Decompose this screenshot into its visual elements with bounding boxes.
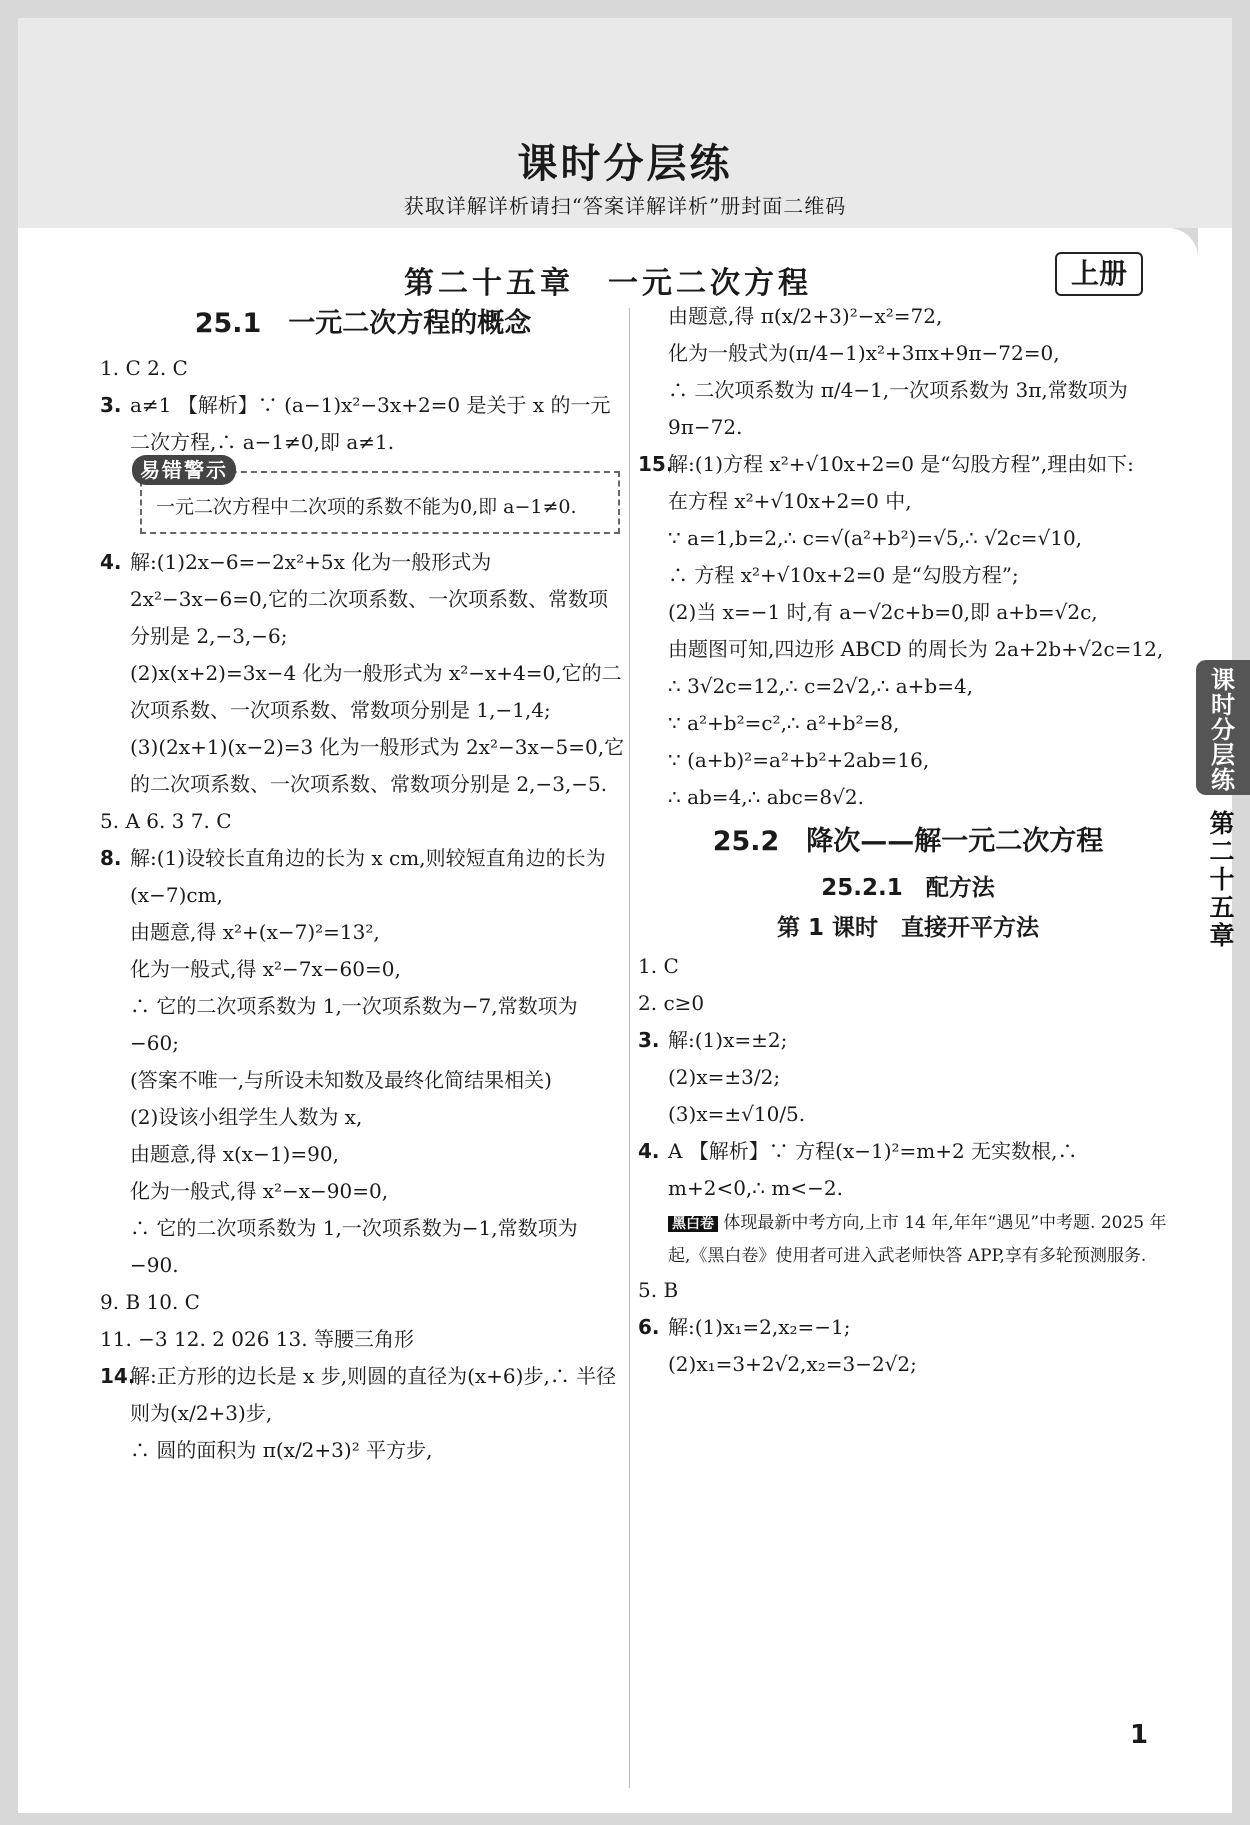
question-number: 15. <box>638 452 674 476</box>
question-number: 4. <box>638 1139 660 1163</box>
question-number: 4. <box>100 550 122 574</box>
promo-tag: 黑白卷 <box>668 1216 718 1232</box>
solution-line: 由题图可知,四边形 ABCD 的周长为 2a+2b+√2c=12, <box>668 637 1164 661</box>
answer-page <box>18 228 1198 1813</box>
side-tab-label <box>1196 660 1250 795</box>
solution-line: (2)x=±3/2; <box>668 1065 781 1089</box>
answer-line: 9. B 10. C <box>100 1290 200 1314</box>
subsection-title: 25.2.1 配方法 <box>821 875 995 901</box>
solution-line: 解:(1)x₁=2,x₂=−1; <box>668 1315 851 1339</box>
answer-line: 1. C 2. C <box>100 356 188 380</box>
banner-subtitle: 获取详解详析请扫“答案详解详析”册封面二维码 <box>403 194 847 218</box>
left-column <box>100 298 626 1469</box>
question-number: 8. <box>100 846 122 870</box>
solution-line: (2)x₁=3+2√2,x₂=3−2√2; <box>668 1352 917 1376</box>
solution-line: 解:(1)x=±2; <box>668 1028 788 1052</box>
promo-text: 体现最新中考方向,上市 14 年,年年“遇见”中考题. 2025 年起,《黑白卷》使用者可进入武老师快答 APP,享有多轮预测服务. <box>668 1213 1167 1266</box>
solution-line: ∴ 圆的面积为 π(x/2+3)² 平方步, <box>130 1438 433 1462</box>
section-title: 25.1 一元二次方程的概念 <box>194 308 532 339</box>
solution-line: ∵ a²+b²=c²,∴ a²+b²=8, <box>668 711 900 735</box>
question-text: (2)x(x+2)=3x−4 化为一般形式为 x²−x+4=0,它的二次项系数、一次项系数、常数项分别是 1,−1,4; <box>130 661 622 722</box>
solution-line: (2)当 x=−1 时,有 a−√2c+b=0,即 a+b=√2c, <box>668 600 1098 624</box>
side-chapter-char: 二 <box>1209 837 1235 866</box>
side-tab-char: 练 <box>1211 766 1235 794</box>
chapter-title: 第二十五章 一元二次方程 <box>404 266 812 301</box>
solution-line: ∴ 方程 x²+√10x+2=0 是“勾股方程”; <box>668 563 1019 587</box>
side-chapter-char: 十 <box>1209 865 1235 894</box>
solution-line: ∴ ab=4,∴ abc=8√2. <box>668 785 864 809</box>
question-number: 3. <box>100 393 122 417</box>
side-chapter-char: 第 <box>1209 809 1235 838</box>
warning-box <box>140 458 620 534</box>
question-number: 6. <box>638 1315 660 1339</box>
solution-line: ∵ a=1,b=2,∴ c=√(a²+b²)=√5,∴ √2c=√10, <box>668 526 1083 550</box>
right-margin <box>1198 228 1232 1813</box>
answer-line: 1. C <box>638 954 679 978</box>
banner-title: 课时分层练 <box>517 141 733 187</box>
solution-line: 化为一般式,得 x²−x−90=0, <box>130 1179 389 1203</box>
solution-line: 由题意,得 π(x/2+3)²−x²=72, <box>668 304 943 328</box>
question-6 <box>638 1309 1178 1383</box>
section-title: 25.2 降次——解一元二次方程 <box>712 826 1104 857</box>
solution-line: ∴ 二次项系数为 π/4−1,一次项系数为 3π,常数项为 9π−72. <box>668 378 1128 439</box>
volume-badge: 上册 <box>1055 252 1143 296</box>
question-text: A 【解析】∵ 方程(x−1)²=m+2 无实数根,∴ m+2<0,∴ m<−2. <box>668 1139 1078 1200</box>
solution-line: (2)设该小组学生人数为 x, <box>130 1105 363 1129</box>
side-tab-char: 课 <box>1211 666 1235 694</box>
question-text: 解:(1)2x−6=−2x²+5x 化为一般形式为 2x²−3x−6=0,它的二次项系数、一次项系数、常数项分别是 2,−3,−6; <box>130 550 609 648</box>
solution-line: 解:(1)设较长直角边的长为 x cm,则较短直角边的长为(x−7)cm, <box>130 846 606 907</box>
question-text: (3)(2x+1)(x−2)=3 化为一般形式为 2x²−3x−5=0,它的二次项系数、一次项系数、常数项分别是 2,−3,−5. <box>130 735 625 796</box>
column-divider <box>629 308 630 1788</box>
question-number: 14. <box>100 1364 136 1388</box>
answer-line: 11. −3 12. 2 026 13. 等腰三角形 <box>100 1327 414 1351</box>
question-number: 3. <box>638 1028 660 1052</box>
question-text: a≠1 【解析】∵ (a−1)x²−3x+2=0 是关于 x 的一元二次方程,∴ a−1≠0,即 a≠1. <box>130 393 611 454</box>
promo-note <box>638 1207 1178 1272</box>
solution-line: ∴ 它的二次项系数为 1,一次项系数为−7,常数项为−60; <box>130 994 578 1055</box>
solution-line: 由题意,得 x²+(x−7)²=13², <box>130 920 380 944</box>
solution-line: (答案不唯一,与所设未知数及最终化简结果相关) <box>130 1068 552 1092</box>
question-14 <box>100 1358 626 1469</box>
answer-line: 5. A 6. 3 7. C <box>100 809 232 833</box>
question-4 <box>100 544 626 803</box>
question-3 <box>638 1022 1178 1133</box>
solution-line: 在方程 x²+√10x+2=0 中, <box>668 489 912 513</box>
page-number: 1 <box>1130 1720 1149 1750</box>
solution-line: (3)x=±√10/5. <box>668 1102 806 1126</box>
solution-line: 化为一般式,得 x²−7x−60=0, <box>130 957 401 981</box>
side-chapter-char: 五 <box>1209 893 1235 922</box>
right-column <box>638 298 1178 1383</box>
side-chapter-char: 章 <box>1209 921 1235 950</box>
answer-line: 2. c≥0 <box>638 991 705 1015</box>
solution-line: ∵ (a+b)²=a²+b²+2ab=16, <box>668 748 930 772</box>
side-tab-char: 时 <box>1211 691 1235 719</box>
solution-line: 解:(1)方程 x²+√10x+2=0 是“勾股方程”,理由如下: <box>668 452 1134 476</box>
warning-tag: 易错警示 <box>132 455 236 485</box>
side-chapter-label <box>1200 810 1244 950</box>
question-4 <box>638 1133 1178 1207</box>
solution-line: 解:正方形的边长是 x 步,则圆的直径为(x+6)步,∴ 半径则为(x/2+3)步, <box>130 1364 617 1425</box>
side-tab-char: 分 <box>1211 716 1235 744</box>
answer-line: 5. B <box>638 1278 679 1302</box>
question-15 <box>638 446 1178 816</box>
question-8 <box>100 840 626 1284</box>
solution-line: 化为一般式为(π/4−1)x²+3πx+9π−72=0, <box>668 341 1060 365</box>
solution-line: 由题意,得 x(x−1)=90, <box>130 1142 339 1166</box>
solution-line: ∴ 3√2c=12,∴ c=2√2,∴ a+b=4, <box>668 674 974 698</box>
lesson-title: 第 1 课时 直接开平方法 <box>776 915 1040 941</box>
side-tab-char: 层 <box>1211 741 1235 769</box>
solution-line: ∴ 它的二次项系数为 1,一次项系数为−1,常数项为−90. <box>130 1216 578 1277</box>
continued-solution <box>638 298 1178 446</box>
warning-text: 一元二次方程中二次项的系数不能为0,即 a−1≠0. <box>156 496 577 518</box>
question-3 <box>100 387 626 461</box>
